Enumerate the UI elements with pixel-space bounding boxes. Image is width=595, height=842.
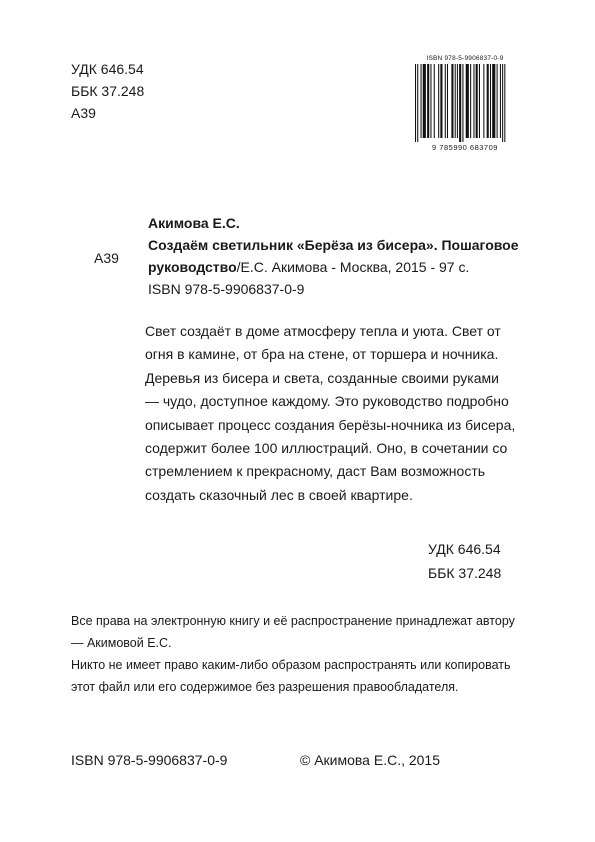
book-title-line1: Создаём светильник «Берёза из бисера». Пошаговое xyxy=(148,237,519,253)
barcode-bar xyxy=(490,64,491,138)
barcode-bar xyxy=(451,64,453,138)
barcode-bar xyxy=(415,64,416,142)
barcode-bar xyxy=(430,64,431,138)
rights-line: Никто не имеет право каким-либо образом распространять или копировать xyxy=(71,658,511,672)
barcode-bar xyxy=(504,64,505,142)
author-mark: А39 xyxy=(71,105,96,121)
abstract-line: создать сказочный лес в своей квартире. xyxy=(145,486,413,503)
barcode-bar xyxy=(497,64,498,138)
book-isbn: ISBN 978-5-9906837-0-9 xyxy=(148,281,305,297)
barcode-bar xyxy=(459,64,461,142)
barcode-isbn-label: ISBN 978-5-9906837-0-9 xyxy=(426,55,504,62)
rights-line: — Акимовой Е.С. xyxy=(71,636,172,650)
barcode-bar xyxy=(421,64,422,138)
barcode-bar xyxy=(455,64,456,138)
barcode-bar xyxy=(500,64,501,138)
udk-code-bottom: УДК 646.54 xyxy=(428,541,501,557)
abstract-line: — чудо, доступное каждому. Это руководство подробно xyxy=(145,393,509,410)
abstract-line: описывает процесс создания берёзы-ночника из бисера, xyxy=(145,416,516,433)
barcode-bar xyxy=(417,64,418,142)
barcode-bar xyxy=(447,64,448,138)
book-imprint: /Е.С. Акимова - Москва, 2015 - 97 с. xyxy=(236,259,470,275)
abstract-line: содержит более 100 иллюстраций. Оно, в сочетании со xyxy=(145,440,508,457)
bbk-code: ББК 37.248 xyxy=(71,83,145,99)
barcode-bar xyxy=(492,64,495,138)
barcode-bar xyxy=(423,64,426,138)
abstract-line: огня в камине, от бра на стене, от торшера и ночника. xyxy=(145,346,499,363)
abstract-line: стремлением к прекрасному, даст Вам возможность xyxy=(145,463,486,480)
barcode-bar xyxy=(457,64,458,138)
classification-codes-bottom xyxy=(428,537,501,585)
book-author: Акимова Е.С. xyxy=(148,215,240,231)
abstract-line: Деревья из бисера и света, созданные своими руками xyxy=(145,369,499,386)
barcode-bar xyxy=(479,64,480,138)
barcode-bar xyxy=(427,64,429,138)
barcode-bar xyxy=(440,64,442,138)
barcode-bar xyxy=(462,64,463,142)
barcode-digits: 9 785990 683709 xyxy=(432,143,498,152)
barcode-bar xyxy=(473,64,474,138)
abstract-line: Свет создаёт в доме атмосферу тепла и уюта. Свет от xyxy=(145,323,501,339)
barcode-bar xyxy=(487,64,489,138)
barcode-bar xyxy=(466,64,469,138)
barcode-bar xyxy=(476,64,478,138)
rights-line: этот файл или его содержимое без разрешения правообладателя. xyxy=(71,680,459,694)
barcode-bar xyxy=(483,64,484,138)
classification-block xyxy=(71,58,144,124)
isbn-barcode xyxy=(411,55,519,151)
rights-line: Все права на электронную книгу и её распространение принадлежат автору xyxy=(71,614,515,628)
udk-code: УДК 646.54 xyxy=(71,61,144,77)
footer-copyright: © Акимова Е.С., 2015 xyxy=(300,752,441,768)
book-title-line2 xyxy=(148,256,528,278)
barcode-bar xyxy=(470,64,471,138)
bbk-code-bottom: ББК 37.248 xyxy=(428,565,502,581)
barcode-bar xyxy=(445,64,446,138)
barcode-bar xyxy=(434,64,435,138)
abstract xyxy=(145,320,535,507)
book-title-end: руководство xyxy=(148,259,237,275)
barcode-bar xyxy=(438,64,439,138)
footer-isbn: ISBN 978-5-9906837-0-9 xyxy=(71,752,228,768)
bibliographic-index: А39 xyxy=(94,250,119,266)
rights-notice xyxy=(71,610,541,698)
bibliographic-record xyxy=(148,212,528,300)
barcode-bars xyxy=(411,64,519,142)
barcode-bar xyxy=(502,64,503,142)
